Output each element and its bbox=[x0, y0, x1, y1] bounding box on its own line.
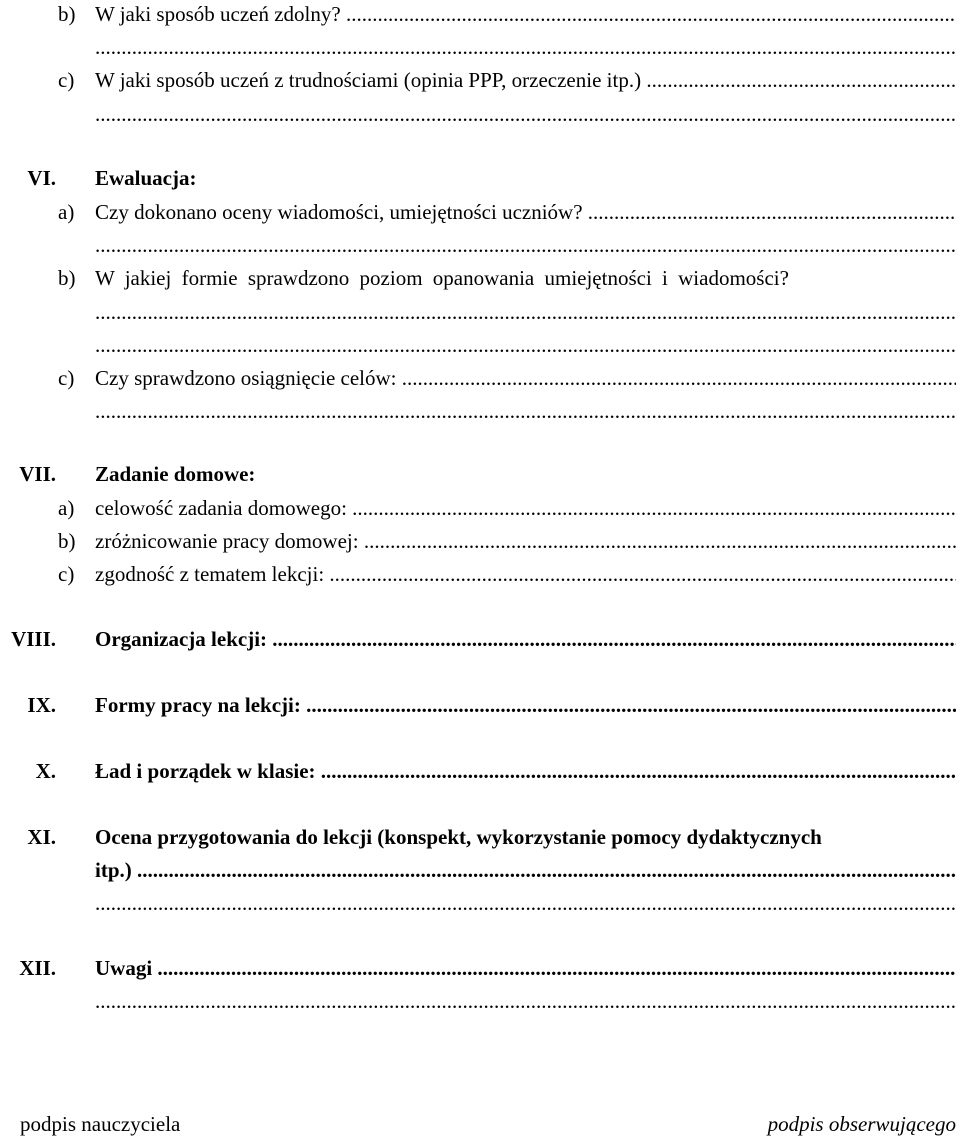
section-heading-vii bbox=[0, 460, 960, 488]
section-title: Ewaluacja: bbox=[95, 166, 197, 190]
item-label: c) bbox=[58, 366, 75, 390]
observer-signature-label: podpis obserwującego bbox=[767, 1112, 956, 1136]
item-text: W jaki sposób uczeń zdolny? ..... bbox=[95, 0, 956, 28]
item-label: b) bbox=[58, 529, 76, 553]
item-text: zgodność z tematem lekcji: ..... bbox=[95, 560, 956, 588]
section-title: Uwagi ..... bbox=[95, 954, 956, 982]
section-numeral: VII. bbox=[19, 462, 56, 486]
item-text: Czy dokonano oceny wiadomości, umiejętności uczniów? ..... bbox=[95, 198, 956, 226]
section-heading-viii bbox=[0, 625, 960, 653]
item-text: Czy sprawdzono osiągnięcie celów: ..... bbox=[95, 364, 956, 392]
dotted-line bbox=[95, 100, 956, 128]
section-heading-xi bbox=[0, 823, 960, 851]
item-vi-c bbox=[0, 364, 960, 392]
item-label: a) bbox=[58, 200, 75, 224]
item-label: a) bbox=[58, 496, 75, 520]
item-vi-a bbox=[0, 198, 960, 226]
item-text: zróżnicowanie pracy domowej: ..... bbox=[95, 527, 956, 555]
answer-line[interactable] bbox=[0, 231, 960, 259]
dotted-line bbox=[95, 33, 956, 61]
section-numeral: VI. bbox=[27, 166, 56, 190]
section-title: Organizacja lekcji: ..... bbox=[95, 625, 956, 653]
teacher-signature-label: podpis nauczyciela bbox=[20, 1112, 181, 1136]
section-numeral: IX. bbox=[27, 693, 56, 717]
section-title: Ład i porządek w klasie: ..... bbox=[95, 757, 956, 785]
item-text: W jakiej formie sprawdzono poziom opanowania umiejętności i wiadomości? bbox=[95, 266, 789, 290]
section-title-cont bbox=[0, 856, 960, 884]
dotted-line bbox=[95, 298, 956, 326]
answer-line[interactable] bbox=[0, 987, 960, 1015]
section-numeral: VIII. bbox=[11, 627, 56, 651]
dotted-line bbox=[95, 397, 956, 425]
item-label: b) bbox=[58, 266, 76, 290]
section-title-continuation: itp.) ..... bbox=[95, 856, 956, 884]
item-text: celowość zadania domowego: ..... bbox=[95, 494, 956, 522]
section-heading-x bbox=[0, 757, 960, 785]
dotted-line bbox=[95, 987, 956, 1015]
dotted-line bbox=[95, 889, 956, 917]
item-vii-c bbox=[0, 560, 960, 588]
section-heading-ix bbox=[0, 691, 960, 719]
answer-line[interactable] bbox=[0, 33, 960, 61]
section-title: Zadanie domowe: bbox=[95, 462, 256, 486]
item-label: b) bbox=[58, 2, 76, 26]
answer-line[interactable] bbox=[0, 889, 960, 917]
answer-line[interactable] bbox=[0, 100, 960, 128]
answer-line[interactable] bbox=[0, 298, 960, 326]
section-numeral: X. bbox=[35, 759, 56, 783]
item-v-c bbox=[0, 66, 960, 94]
section-numeral: XI. bbox=[27, 825, 56, 849]
item-label: c) bbox=[58, 562, 75, 586]
item-label: c) bbox=[58, 68, 75, 92]
item-vi-b bbox=[0, 264, 960, 292]
answer-line[interactable] bbox=[0, 331, 960, 359]
section-numeral: XII. bbox=[19, 956, 56, 980]
section-heading-vi bbox=[0, 164, 960, 192]
item-text: W jaki sposób uczeń z trudnościami (opinia PPP, orzeczenie itp.) ..... bbox=[95, 66, 956, 94]
dotted-line bbox=[95, 231, 956, 259]
section-title: Ocena przygotowania do lekcji (konspekt, wykorzystanie pomocy dydaktycznych bbox=[95, 825, 822, 849]
section-title: Formy pracy na lekcji: ..... bbox=[95, 691, 956, 719]
item-vii-b bbox=[0, 527, 960, 555]
item-v-b bbox=[0, 0, 960, 28]
section-heading-xii bbox=[0, 954, 960, 982]
item-vii-a bbox=[0, 494, 960, 522]
answer-line[interactable] bbox=[0, 397, 960, 425]
dotted-line bbox=[95, 331, 956, 359]
